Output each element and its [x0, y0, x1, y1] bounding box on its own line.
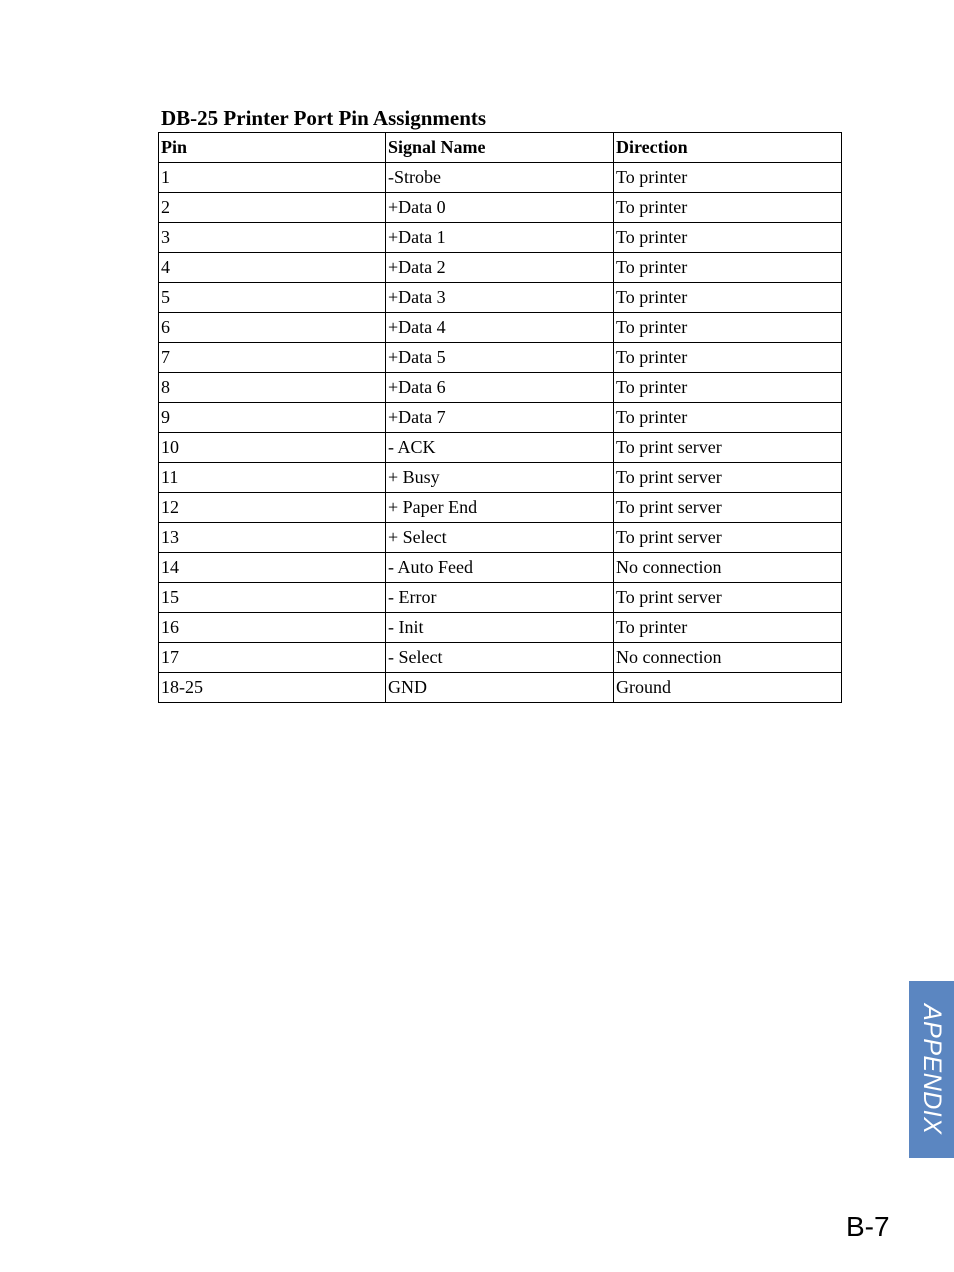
signal-name-cell: - Error	[386, 583, 614, 613]
pin-cell: 14	[159, 553, 386, 583]
signal-name-cell: +Data 1	[386, 223, 614, 253]
signal-name-cell: +Data 4	[386, 313, 614, 343]
table-row	[159, 163, 842, 193]
table-header-row	[159, 133, 842, 163]
pin-cell: 16	[159, 613, 386, 643]
table-row	[159, 373, 842, 403]
table-row	[159, 583, 842, 613]
table-row	[159, 673, 842, 703]
column-header-signal-name: Signal Name	[386, 133, 614, 163]
table-row	[159, 253, 842, 283]
direction-cell: Ground	[614, 673, 842, 703]
table-row	[159, 283, 842, 313]
signal-name-cell: -Strobe	[386, 163, 614, 193]
direction-cell: To printer	[614, 313, 842, 343]
direction-cell: To printer	[614, 223, 842, 253]
table-row	[159, 403, 842, 433]
pin-cell: 15	[159, 583, 386, 613]
direction-cell: To printer	[614, 163, 842, 193]
signal-name-cell: +Data 6	[386, 373, 614, 403]
table-row	[159, 523, 842, 553]
direction-cell: To printer	[614, 193, 842, 223]
table-row	[159, 433, 842, 463]
pin-cell: 5	[159, 283, 386, 313]
direction-cell: To print server	[614, 523, 842, 553]
column-header-pin: Pin	[159, 133, 386, 163]
direction-cell: To printer	[614, 403, 842, 433]
signal-name-cell: + Busy	[386, 463, 614, 493]
pin-cell: 4	[159, 253, 386, 283]
direction-cell: To printer	[614, 373, 842, 403]
signal-name-cell: +Data 2	[386, 253, 614, 283]
direction-cell: No connection	[614, 553, 842, 583]
signal-name-cell: +Data 0	[386, 193, 614, 223]
direction-cell: To printer	[614, 343, 842, 373]
pin-cell: 6	[159, 313, 386, 343]
pin-cell: 10	[159, 433, 386, 463]
direction-cell: To printer	[614, 613, 842, 643]
signal-name-cell: - Auto Feed	[386, 553, 614, 583]
signal-name-cell: + Select	[386, 523, 614, 553]
pin-cell: 3	[159, 223, 386, 253]
signal-name-cell: - Select	[386, 643, 614, 673]
table-row	[159, 313, 842, 343]
direction-cell: No connection	[614, 643, 842, 673]
pin-cell: 17	[159, 643, 386, 673]
table-row	[159, 193, 842, 223]
direction-cell: To print server	[614, 463, 842, 493]
page-number: B-7	[846, 1211, 890, 1242]
pin-cell: 12	[159, 493, 386, 523]
signal-name-cell: + Paper End	[386, 493, 614, 523]
table-row	[159, 493, 842, 523]
pin-cell: 18-25	[159, 673, 386, 703]
signal-name-cell: +Data 7	[386, 403, 614, 433]
appendix-tab-label: APPENDIX	[918, 1004, 946, 1135]
appendix-side-tab	[909, 981, 954, 1158]
pin-cell: 7	[159, 343, 386, 373]
direction-cell: To print server	[614, 583, 842, 613]
signal-name-cell: +Data 5	[386, 343, 614, 373]
page-title: DB-25 Printer Port Pin Assignments	[161, 106, 487, 130]
direction-cell: To printer	[614, 283, 842, 313]
signal-name-cell: - ACK	[386, 433, 614, 463]
signal-name-cell: - Init	[386, 613, 614, 643]
pin-cell: 11	[159, 463, 386, 493]
signal-name-cell: +Data 3	[386, 283, 614, 313]
table-row	[159, 463, 842, 493]
column-header-direction: Direction	[614, 133, 842, 163]
pin-cell: 13	[159, 523, 386, 553]
pin-cell: 1	[159, 163, 386, 193]
table-row	[159, 553, 842, 583]
signal-name-cell: GND	[386, 673, 614, 703]
table-row	[159, 643, 842, 673]
table-row	[159, 223, 842, 253]
direction-cell: To printer	[614, 253, 842, 283]
pin-cell: 8	[159, 373, 386, 403]
pin-cell: 9	[159, 403, 386, 433]
pin-assignment-table	[158, 132, 842, 703]
direction-cell: To print server	[614, 433, 842, 463]
table-row	[159, 343, 842, 373]
pin-cell: 2	[159, 193, 386, 223]
table-row	[159, 613, 842, 643]
direction-cell: To print server	[614, 493, 842, 523]
